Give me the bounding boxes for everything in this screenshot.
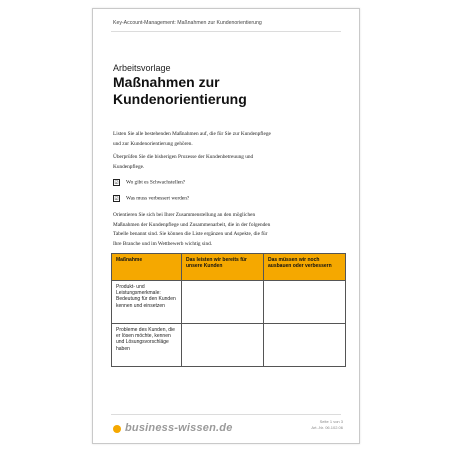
paragraph-3-line-2: Maßnahmen der Kundenpflege und Zusammenarbeit, die in der folgenden: [113, 221, 271, 228]
checkbox-icon: ☑: [114, 180, 119, 185]
table-cell: Probleme des Kunden, die er lösen möchte, kennen und Lösungsvorschläge haben: [112, 324, 182, 367]
measures-table: [111, 253, 346, 367]
paragraph-3: [113, 211, 341, 249]
column-header-already-done: Das leisten wir bereits für unsere Kunden: [182, 254, 264, 281]
paragraph-3-line-1: Orientieren Sie sich bei Ihrer Zusammenstellung an den möglichen: [113, 212, 256, 218]
header-divider: [111, 31, 341, 32]
table-row: [112, 281, 346, 324]
checkbox-icon: ☑: [114, 196, 119, 201]
table-cell-editable[interactable]: [264, 281, 346, 324]
document-page: [92, 8, 360, 444]
title-line-1: Maßnahmen zur: [113, 74, 220, 90]
document-subtitle: Arbeitsvorlage: [113, 63, 171, 73]
paragraph-1-line-1: Listen Sie alle bestehenden Maßnahmen auf, die für Sie zur Kundenpflege: [113, 131, 271, 137]
paragraph-1: [113, 130, 341, 149]
document-header: Key-Account-Management: Maßnahmen zur Kundenorientierung: [113, 20, 262, 26]
table-cell-editable[interactable]: [182, 324, 264, 367]
article-number: Art.-Nr. 06.102.06: [311, 425, 343, 430]
paragraph-2: [113, 153, 341, 172]
footer-divider: [111, 414, 341, 415]
brand-logo: business-wissen.de: [125, 422, 233, 434]
page-number: Seite 1 von 3: [319, 419, 343, 424]
logo-dot-icon: [113, 425, 121, 433]
paragraph-2-line-2: Kundenpflege.: [113, 163, 145, 170]
table-cell-editable[interactable]: [264, 324, 346, 367]
paragraph-1-line-2: und zur Kundenorientierung gehören.: [113, 140, 193, 147]
document-title: [113, 74, 343, 108]
checklist-label: Was muss verbessert werden?: [126, 195, 190, 202]
footer-meta: [311, 419, 343, 431]
table-header-row: [112, 254, 346, 281]
checklist-item-improvements: [113, 195, 189, 202]
title-line-2: Kundenorientierung: [113, 91, 247, 107]
checklist-label: Wo gibt es Schwachstellen?: [126, 179, 186, 186]
table-row: [112, 324, 346, 367]
checklist-item-weaknesses: [113, 179, 185, 186]
table-cell-editable[interactable]: [182, 281, 264, 324]
table-cell: Produkt- und Leistungsmerkmale: Bedeutung für den Kunden kennen und einsetzen: [112, 281, 182, 324]
paragraph-2-line-1: Überprüfen Sie die bisherigen Prozesse der Kundenbetreuung und: [113, 154, 254, 160]
column-header-to-improve: Das müssen wir noch ausbauen oder verbessern: [264, 254, 346, 281]
paragraph-3-line-4: Ihre Branche und im Wettbewerb wichtig sind.: [113, 240, 213, 247]
paragraph-3-line-3: Tabelle benannt sind. Sie können die Liste ergänzen und Aspekte, die für: [113, 231, 268, 238]
column-header-measure: Maßnahme: [112, 254, 182, 281]
